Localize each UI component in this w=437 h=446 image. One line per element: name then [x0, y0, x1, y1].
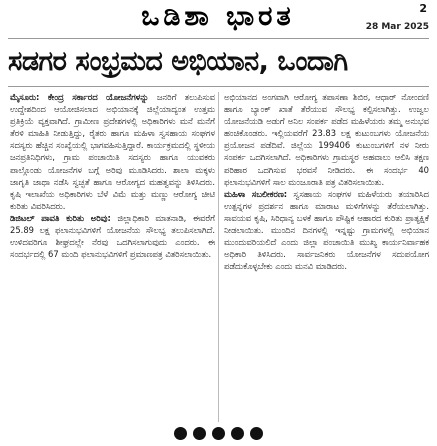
- masthead-rule: [8, 38, 429, 39]
- page-number: 2: [419, 2, 427, 15]
- article-body: ಸ್ವಸಹಾಯ ಸಂಘಗಳ ಮಹಿಳೆಯರು ತಯಾರಿಸಿದ ಉತ್ಪನ್ನಗಳ ಪ್ರದರ್ಶನ ಹಾಗೂ ಮಾರಾಟ ಮಳಿಗೆಗಳನ್ನು ತೆರೆಯಲಾಗಿತ್ತು. ಸಾವಯವ ಕೃಷಿ, ಸಿರಿಧಾನ್ಯ ಬಳಕೆ ಹಾಗೂ ಪೌಷ್ಟಿಕ ಆಹಾರದ ಕುರಿತು ಪ್ರಾತ್ಯಕ್ಷಿಕೆ ನೀಡಲಾಯಿತು. ಮುಂದಿನ ದಿನಗಳಲ್ಲಿ ಇನ್ನಷ್ಟು ಗ್ರಾಮಗಳಲ್ಲಿ ಅಭಿಯಾನ ಮುಂದುವರಿಯಲಿದೆ ಎಂದು ಜಿಲ್ಲಾ ಪಂಚಾಯಿತಿ ಮುಖ್ಯ ಕಾರ್ಯನಿರ್ವಾಹಕ ಅಧಿಕಾರಿ ತಿಳಿಸಿದರು. ಸಾರ್ವಜನಿಕರು ಯೋಜನೆಗಳ ಸದುಪಯೋಗ ಪಡೆದುಕೊಳ್ಳಬೇಕು ಎಂದು ಮನವಿ ಮಾಡಿದರು.: [224, 188, 429, 272]
- article-column-left: [10, 91, 215, 423]
- headline-rule: [8, 86, 429, 87]
- end-dot: [212, 427, 225, 440]
- end-dot: [250, 427, 263, 440]
- article-lead: ಮೈಸೂರು: ಕೇಂದ್ರ ಸರ್ಕಾರದ ಯೋಜನೆಗಳನ್ನು: [10, 92, 149, 102]
- article-body: ಜನರಿಗೆ ತಲುಪಿಸುವ ಉದ್ದೇಶದಿಂದ ಆಯೋಜಿಸಲಾದ ಅಭಿಯಾನಕ್ಕೆ ಜಿಲ್ಲೆಯಾದ್ಯಂತ ಉತ್ತಮ ಪ್ರತಿಕ್ರಿಯೆ ವ್ಯಕ್ತವಾಗಿದೆ. ಗ್ರಾಮೀಣ ಪ್ರದೇಶಗಳಲ್ಲಿ ಅಧಿಕಾರಿಗಳು ಮನೆ ಮನೆಗೆ ತೆರಳಿ ಮಾಹಿತಿ ನೀಡುತ್ತಿದ್ದು, ರೈತರು ಹಾಗೂ ಮಹಿಳಾ ಸ್ವಸಹಾಯ ಸಂಘಗಳ ಸದಸ್ಯರು ಹೆಚ್ಚಿನ ಸಂಖ್ಯೆಯಲ್ಲಿ ಭಾಗವಹಿಸುತ್ತಿದ್ದಾರೆ. ಕಾರ್ಯಕ್ರಮದಲ್ಲಿ ಸ್ಥಳೀಯ ಜನಪ್ರತಿನಿಧಿಗಳು, ಗ್ರಾಮ ಪಂಚಾಯಿತಿ ಸದಸ್ಯರು ಹಾಗೂ ಯುವಕರು ಪಾಲ್ಗೊಂಡು ಯೋಜನೆಗಳ ಬಗ್ಗೆ ಅರಿವು ಮೂಡಿಸಿದರು. ಶಾಲಾ ಮಕ್ಕಳು ಜಾಗೃತಿ ಜಾಥಾ ನಡೆಸಿ ಸ್ವಚ್ಛತೆ ಹಾಗೂ ಆರೋಗ್ಯದ ಮಹತ್ವವನ್ನು ತಿಳಿಸಿದರು. ಕೃಷಿ ಇಲಾಖೆಯ ಅಧಿಕಾರಿಗಳು ಬೆಳೆ ವಿಮೆ ಮತ್ತು ಮಣ್ಣು ಆರೋಗ್ಯ ಚೀಟಿ ಕುರಿತು ವಿವರಿಸಿದರು.: [10, 92, 215, 211]
- end-of-article-marker: [0, 425, 437, 441]
- article-body: ಜಿಲ್ಲಾಧಿಕಾರಿ ಮಾತನಾಡಿ, ಈವರೆಗೆ 25.89 ಲಕ್ಷ ಫಲಾನುಭವಿಗಳಿಗೆ ಯೋಜನೆಯ ಸೌಲಭ್ಯ ತಲುಪಿಸಲಾಗಿದೆ. ಉಳಿದವರಿಗೂ ಶೀಘ್ರದಲ್ಲೇ ನೆರವು ಒದಗಿಸಲಾಗುವುದು ಎಂದರು. ಈ ಸಂದರ್ಭದಲ್ಲಿ 67 ಮಂದಿ ಫಲಾನುಭವಿಗಳಿಗೆ ಪ್ರಮಾಣಪತ್ರ ವಿತರಿಸಲಾಯಿತು.: [10, 212, 215, 260]
- column-divider: [218, 92, 219, 422]
- article-headline: ಸಡಗರ ಸಂಭ್ರಮದ ಅಭಿಯಾನ, ಒಂದಾಗಿ: [8, 46, 348, 77]
- article-body: ಅಭಿಯಾನದ ಅಂಗವಾಗಿ ಆರೋಗ್ಯ ತಪಾಸಣಾ ಶಿಬಿರ, ಆಧಾರ್ ನೋಂದಣಿ ಹಾಗೂ ಬ್ಯಾಂಕ್ ಖಾತೆ ತೆರೆಯುವ ಸೌಲಭ್ಯ ಕಲ್ಪಿಸಲಾಗಿತ್ತು. ಉಜ್ವಲ ಯೋಜನೆಯಡಿ ಅಡುಗೆ ಅನಿಲ ಸಂಪರ್ಕ ಪಡೆದ ಮಹಿಳೆಯರು ತಮ್ಮ ಅನುಭವ ಹಂಚಿಕೊಂಡರು. ಇಲ್ಲಿಯವರೆಗೆ 23.83 ಲಕ್ಷ ಕುಟುಂಬಗಳು ಯೋಜನೆಯ ಪ್ರಯೋಜನ ಪಡೆದಿವೆ. ಜಿಲ್ಲೆಯ 199406 ಕುಟುಂಬಗಳಿಗೆ ನಳ ನೀರು ಸಂಪರ್ಕ ಒದಗಿಸಲಾಗಿದೆ. ಅಧಿಕಾರಿಗಳು ಗ್ರಾಮಸ್ಥರ ಅಹವಾಲು ಆಲಿಸಿ ತಕ್ಷಣ ಪರಿಹಾರ ಒದಗಿಸುವ ಭರವಸೆ ನೀಡಿದರು. ಈ ಸಂದರ್ಭ 40 ಫಲಾನುಭವಿಗಳಿಗೆ ಸಾಲ ಮಂಜೂರಾತಿ ಪತ್ರ ವಿತರಿಸಲಾಯಿತು.: [224, 92, 429, 187]
- newspaper-logo: ಒಡಿಶಾ ಭಾರತ: [141, 1, 295, 32]
- end-dot: [231, 427, 244, 440]
- article-subhead: ಮಹಿಳಾ ಸಬಲೀಕರಣ:: [224, 188, 288, 199]
- article-subhead: ಡಿಜಿಟಲ್ ಪಾವತಿ ಕುರಿತು ಅರಿವು:: [10, 212, 111, 223]
- article-column-right: [224, 91, 429, 423]
- end-dot: [174, 427, 187, 440]
- end-dot: [193, 427, 206, 440]
- masthead: [0, 0, 437, 36]
- edition-date: 28 Mar 2025: [365, 22, 429, 32]
